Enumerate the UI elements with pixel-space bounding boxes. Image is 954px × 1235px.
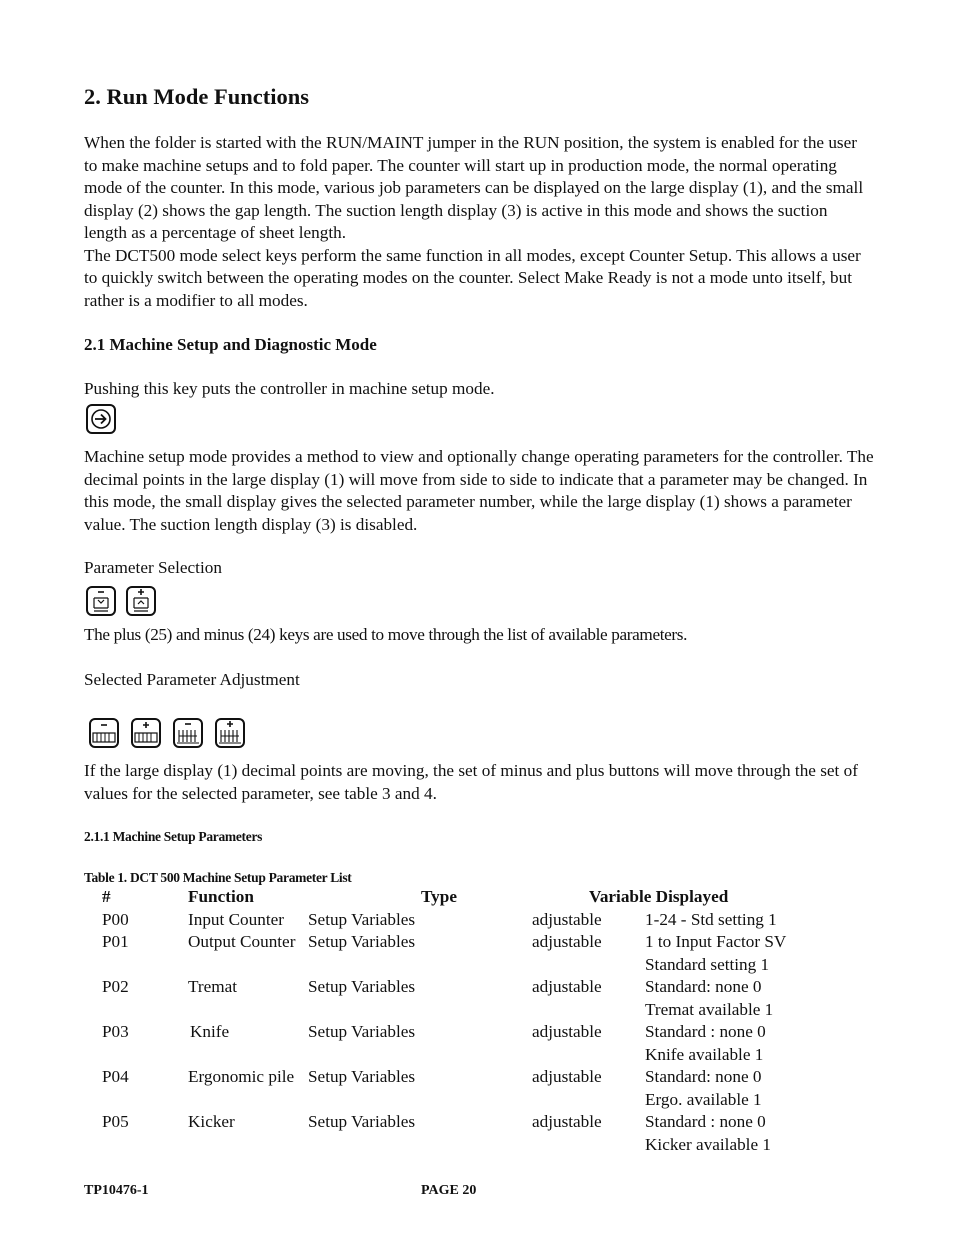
intro-text xyxy=(84,132,874,312)
param-type: Setup Variables xyxy=(308,910,416,929)
value-plus-key-icon xyxy=(131,718,161,748)
param-variable: 1-24 - Std setting 1 xyxy=(645,910,777,929)
param-variable-line-2: Kicker available 1 xyxy=(645,1135,771,1154)
parameter-selection-label: Parameter Selection xyxy=(84,558,222,577)
param-function: Ergonomic pile xyxy=(188,1067,295,1086)
param-type: Setup Variables xyxy=(308,1112,416,1131)
param-variable: 1 to Input Factor SV xyxy=(645,932,787,951)
param-variable: Standard: none 0 xyxy=(645,1067,762,1086)
parameter-minus-key-icon xyxy=(86,586,116,616)
param-mode: adjustable xyxy=(532,1112,602,1131)
param-mode: adjustable xyxy=(532,1067,602,1086)
header-type: Type xyxy=(421,887,457,906)
param-variable-line-2: Knife available 1 xyxy=(645,1045,764,1064)
push-key-text: Pushing this key puts the controller in machine setup mode. xyxy=(84,379,495,398)
selection-key-row xyxy=(86,586,156,616)
header-variable-displayed: Variable Displayed xyxy=(589,887,729,906)
param-type: Setup Variables xyxy=(308,932,416,951)
param-mode: adjustable xyxy=(532,1022,602,1041)
param-variable: Standard : none 0 xyxy=(645,1112,766,1131)
param-variable-line-2: Ergo. available 1 xyxy=(645,1090,762,1109)
setup-mode-description: Machine setup mode provides a method to view and optionally change operating parameters for the controller. The decimal points in the large display (1) will move from side to side to indicate that a parameter may be changed. In this mode, the small display gives the selected parameter number, while the large display (1) shows a parameter value. The suction length display (3) is disabled. xyxy=(84,447,874,534)
adjust-key-row xyxy=(89,718,245,748)
value-minus-key-icon xyxy=(89,718,119,748)
value-fast-minus-key-icon xyxy=(173,718,203,748)
param-number: P04 xyxy=(102,1067,129,1086)
param-mode: adjustable xyxy=(532,910,602,929)
section-title: 2. Run Mode Functions xyxy=(84,84,310,109)
adjust-text: If the large display (1) decimal points are moving, the set of minus and plus buttons will move through the set of values for the selected parameter, see table 3 and 4. xyxy=(84,761,858,803)
param-number: P03 xyxy=(102,1022,129,1041)
param-number: P02 xyxy=(102,977,129,996)
param-function: Tremat xyxy=(188,977,238,996)
param-mode: adjustable xyxy=(532,977,602,996)
intro-paragraph-1: When the folder is started with the RUN/MAINT jumper in the RUN position, the system is enabled for the user to make machine setups and to fold paper. The counter will start up in production mode, the normal operating mode of the counter. In this mode, various job parameters can be displayed on the large display (1), and the small display (2) shows the gap length. The suction length display (3) is active in this mode and shows the suction length as a percentage of sheet length. xyxy=(84,133,864,242)
param-number: P01 xyxy=(102,932,129,951)
subsubsection-title: 2.1.1 Machine Setup Parameters xyxy=(84,829,263,844)
table-caption: Table 1. DCT 500 Machine Setup Parameter List xyxy=(84,870,352,885)
param-variable: Standard : none 0 xyxy=(645,1022,766,1041)
param-number: P00 xyxy=(102,910,129,929)
param-function: Knife xyxy=(190,1022,230,1041)
subsection-title: 2.1 Machine Setup and Diagnostic Mode xyxy=(84,335,377,354)
param-type: Setup Variables xyxy=(308,977,416,996)
header-number: # xyxy=(102,887,111,906)
footer-document-id: TP10476-1 xyxy=(84,1183,149,1198)
header-function: Function xyxy=(188,887,254,906)
param-type: Setup Variables xyxy=(308,1067,416,1086)
parameter-plus-key-icon xyxy=(126,586,156,616)
intro-paragraph-2: The DCT500 mode select keys perform the same function in all modes, except Counter Setup. This allows a user to quickly switch between the operating modes on the counter. Select Make Ready is not a mode unto itself, but rather is a modifier to all modes. xyxy=(84,245,861,310)
param-variable: Standard: none 0 xyxy=(645,977,762,996)
param-number: P05 xyxy=(102,1112,129,1131)
parameter-selection-text: The plus (25) and minus (24) keys are used to move through the list of available parameters. xyxy=(84,625,688,644)
param-function: Input Counter xyxy=(188,910,284,929)
param-type: Setup Variables xyxy=(308,1022,416,1041)
machine-setup-key-icon xyxy=(86,404,116,434)
param-variable-line-2: Tremat available 1 xyxy=(645,1000,774,1019)
param-function: Kicker xyxy=(188,1112,235,1131)
value-fast-plus-key-icon xyxy=(215,718,245,748)
setup-key-row xyxy=(86,404,116,434)
adjust-label: Selected Parameter Adjustment xyxy=(84,670,300,689)
param-function: Output Counter xyxy=(188,932,296,951)
param-mode: adjustable xyxy=(532,932,602,951)
param-variable-line-2: Standard setting 1 xyxy=(645,955,770,974)
footer-page-number: PAGE 20 xyxy=(421,1183,477,1198)
